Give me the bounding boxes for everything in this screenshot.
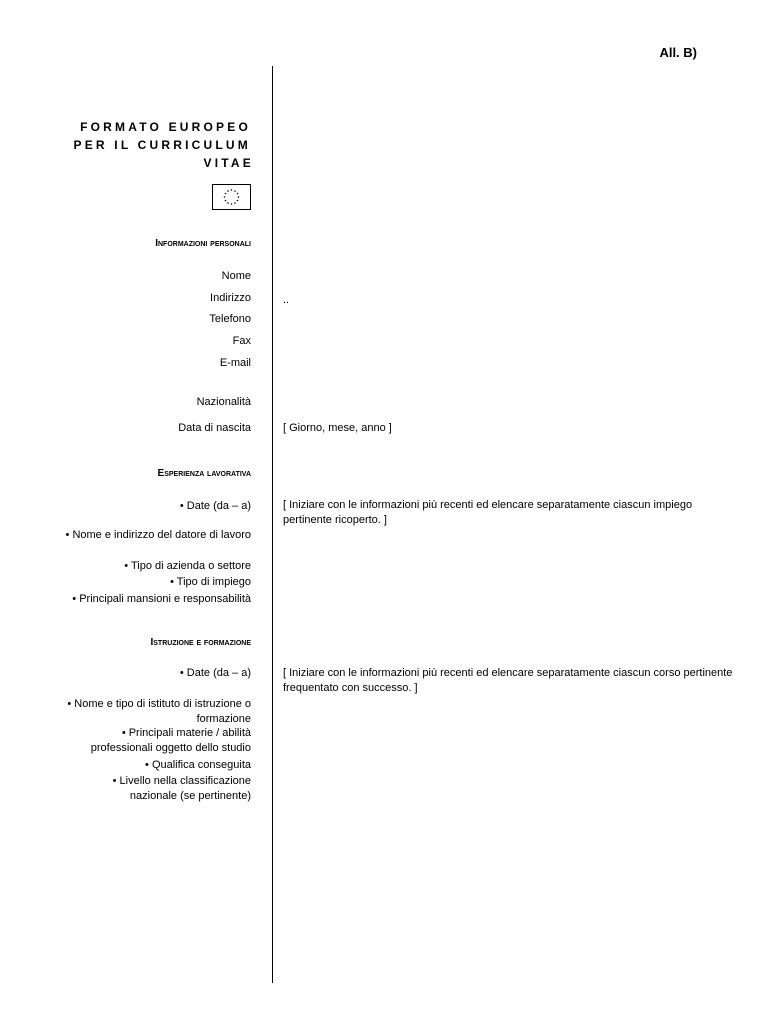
value-education-dates: [ Iniziare con le informazioni più recenti ed elencare separatamente ciascun corso pertinente frequentato con successo. ] bbox=[283, 667, 733, 694]
value-birth-date: [ Giorno, mese, anno ] bbox=[283, 422, 392, 434]
column-divider bbox=[272, 66, 273, 983]
label-name: Nome bbox=[221, 270, 251, 282]
document-title bbox=[0, 118, 254, 172]
label-education-dates: • Date (da – a) bbox=[179, 667, 251, 679]
label-sector: • Tipo di azienda o settore bbox=[124, 560, 251, 572]
label-employer: • Nome e indirizzo del datore di lavoro bbox=[65, 529, 251, 541]
label-email: E-mail bbox=[219, 357, 251, 369]
label-birth-date: Data di nascita bbox=[178, 422, 251, 434]
label-institution: • Nome e tipo di istituto di istruzione o formazione bbox=[67, 698, 251, 725]
label-work-dates: • Date (da – a) bbox=[179, 500, 251, 512]
label-nationality: Nazionalità bbox=[196, 396, 251, 408]
section-title-personal: Informazioni personali bbox=[155, 238, 251, 249]
label-level: • Livello nella classificazione nazionale (se pertinente) bbox=[112, 775, 251, 802]
label-fax: Fax bbox=[232, 335, 251, 347]
label-subjects: • Principali materie / abilità professionali oggetto dello studio bbox=[90, 727, 251, 754]
label-qualification: • Qualifica conseguita bbox=[145, 759, 251, 771]
title-line-2: PER IL CURRICULUM bbox=[73, 138, 251, 152]
label-job-type: • Tipo di impiego bbox=[170, 576, 251, 588]
value-address: .. bbox=[283, 294, 290, 306]
label-phone: Telefono bbox=[209, 313, 251, 325]
label-duties: • Principali mansioni e responsabilità bbox=[72, 593, 251, 605]
attachment-label: All. B) bbox=[659, 45, 697, 60]
title-line-1: FORMATO EUROPEO bbox=[80, 120, 251, 134]
value-work-dates: [ Iniziare con le informazioni più recenti ed elencare separatamente ciascun impiego pertinente ricoperto. ] bbox=[283, 499, 693, 526]
label-address: Indirizzo bbox=[210, 292, 251, 304]
section-title-education: Istruzione e formazione bbox=[150, 637, 251, 648]
title-line-3: VITAE bbox=[203, 156, 254, 170]
section-title-work: Esperienza lavorativa bbox=[157, 468, 251, 479]
eu-flag-icon bbox=[212, 184, 251, 210]
